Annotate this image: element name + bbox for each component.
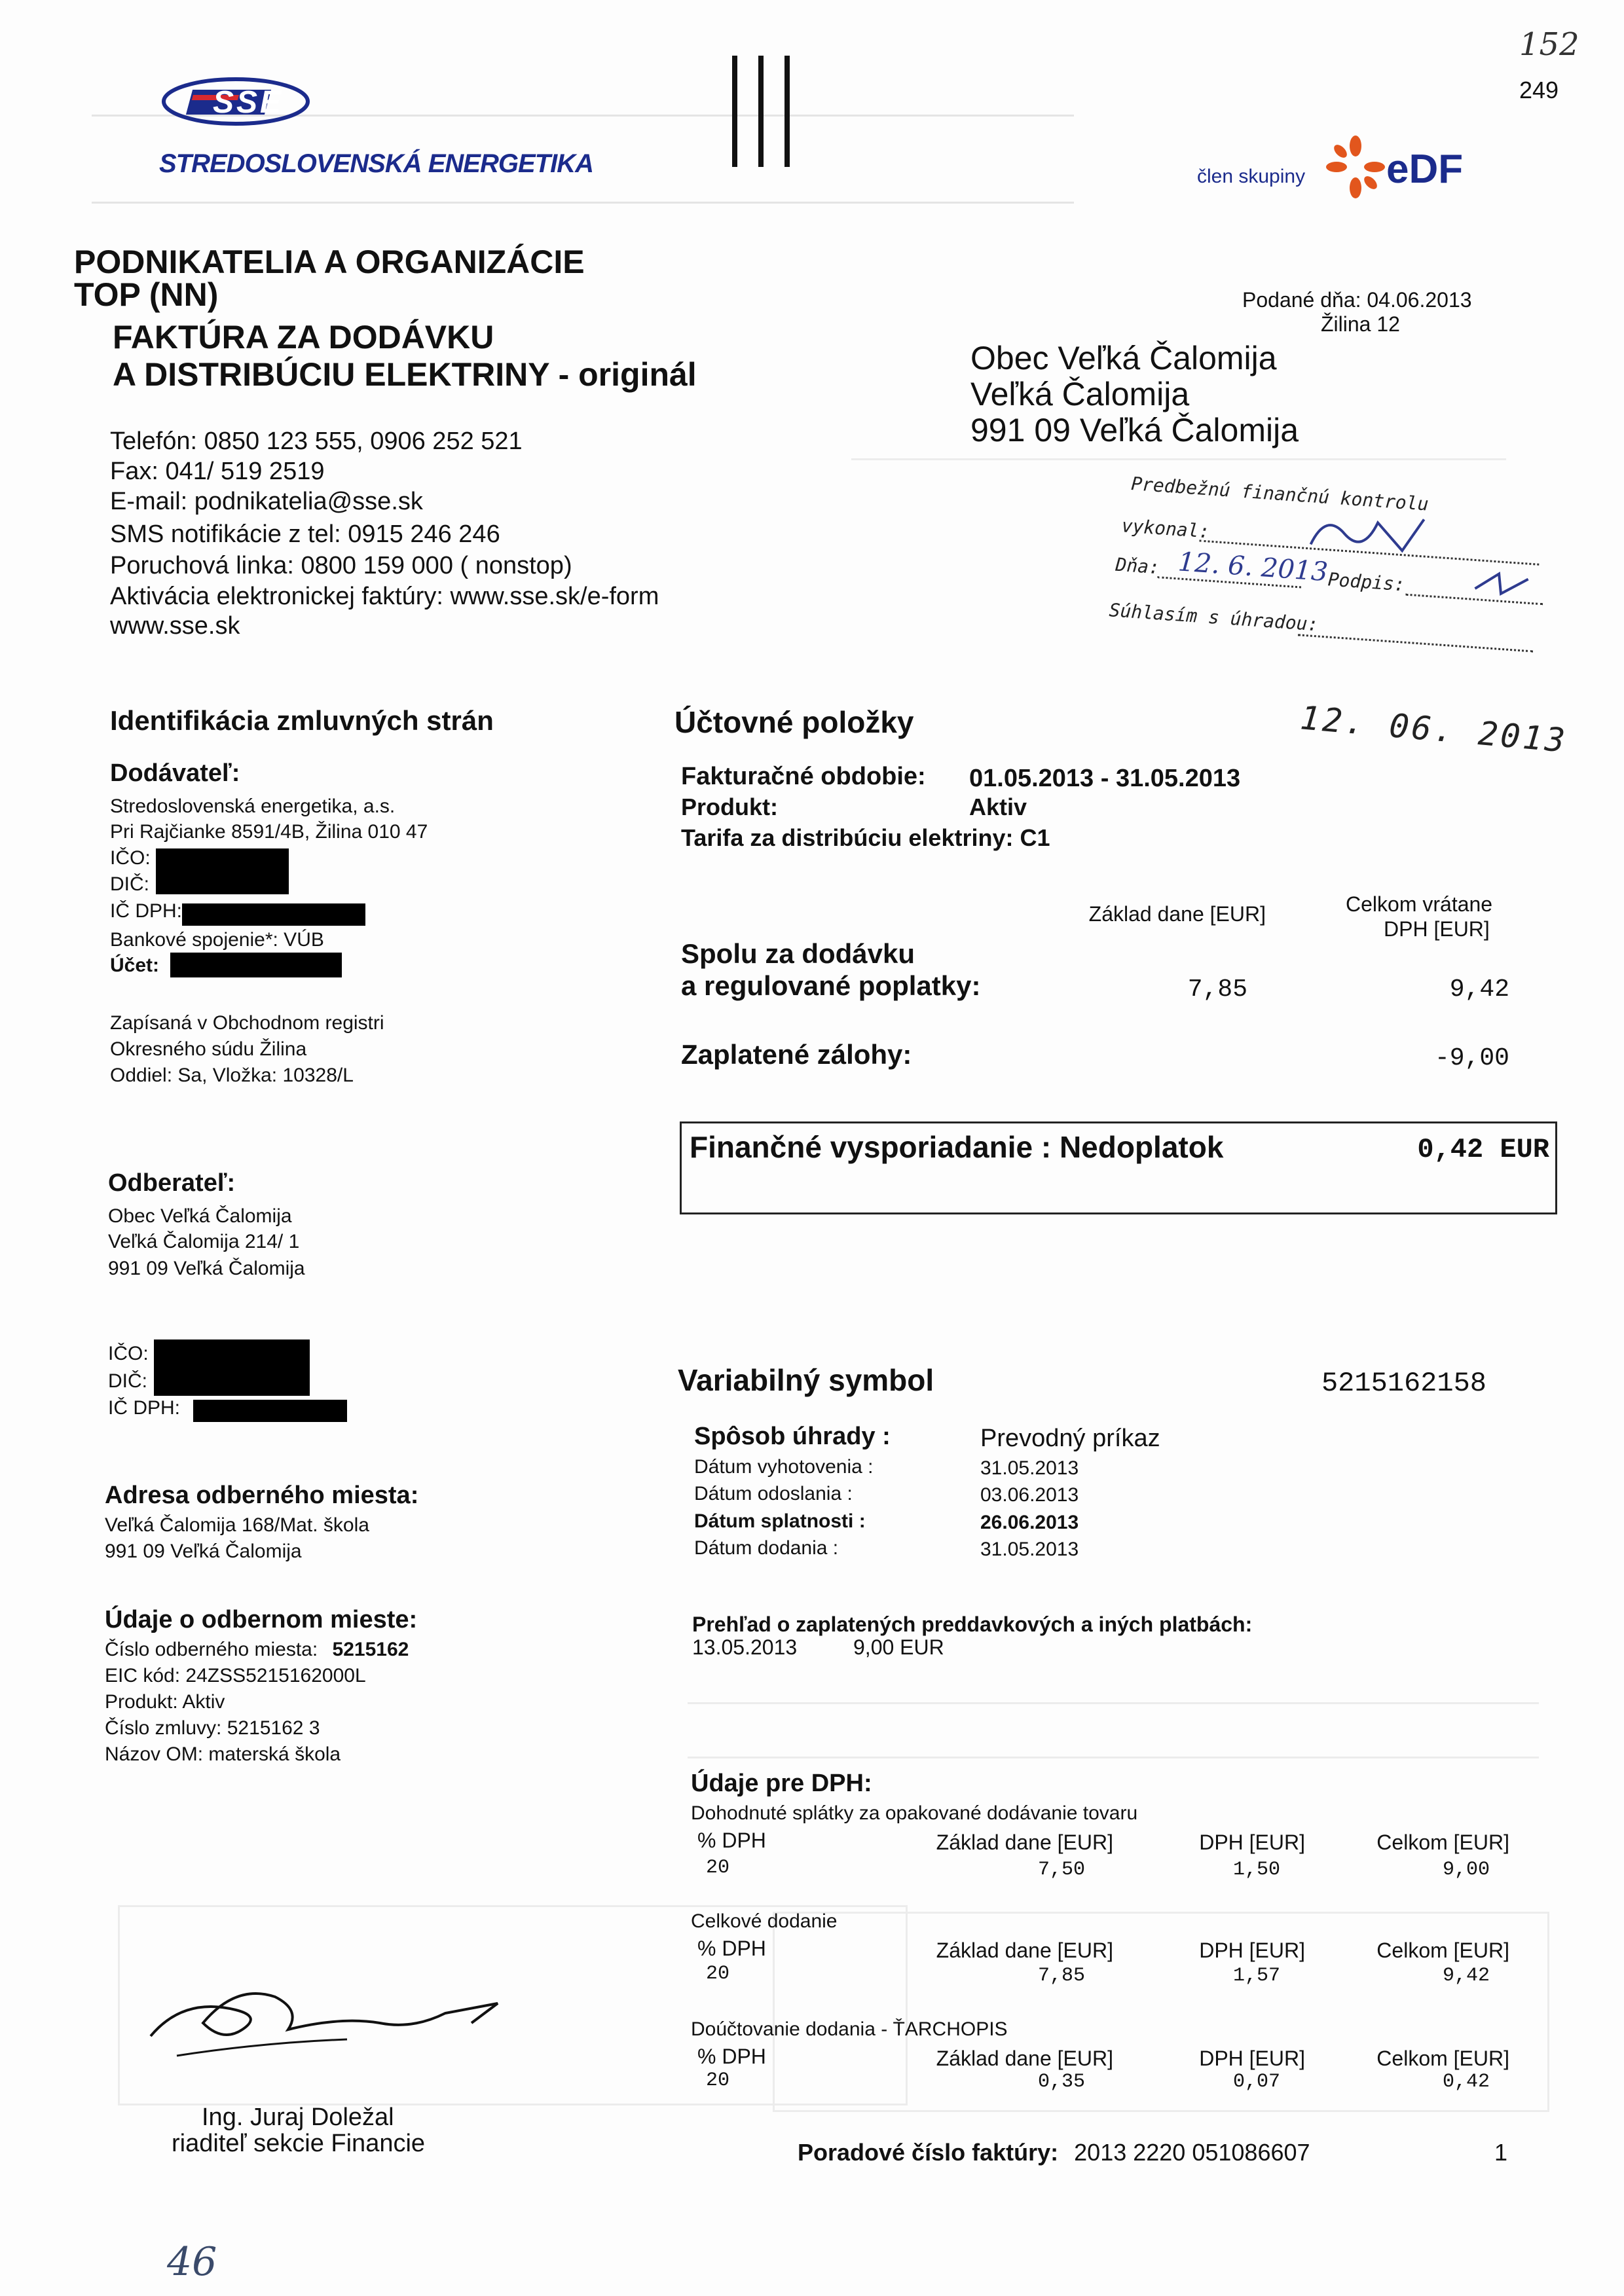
vat-col-pct: % DPH (697, 1937, 766, 1960)
billing-product-label: Produkt: (681, 793, 778, 820)
stamp-handwritten-date: 12. 6. 2013 (1177, 547, 1329, 588)
submitted-date: Podané dňa: 04.06.2013 (1242, 288, 1472, 312)
billing-product-value: Aktiv (969, 793, 1027, 820)
delivery-date-label: Dátum dodania : (694, 1537, 839, 1559)
consumption-point-number (105, 1637, 409, 1663)
billing-col-base: Základ dane [EUR] (1088, 902, 1266, 926)
sse-logo (160, 75, 311, 128)
redacted-supplier-icdph (182, 903, 365, 926)
sse-logo-text: SSE (213, 85, 284, 120)
settlement-box (680, 1121, 1557, 1214)
vat-col-total: Celkom [EUR] (1376, 1939, 1509, 1962)
vat-section-title: Dohodnuté splátky za opakované dodávanie tovaru (691, 1802, 1138, 1824)
vat-col-vat: DPH [EUR] (1199, 1939, 1305, 1962)
stamp-title: Predbežnú finančnú kontrolu (1130, 473, 1430, 515)
separator-bars (732, 56, 811, 167)
contact-sms: SMS notifikácie z tel: 0915 246 246 (110, 520, 500, 548)
vat-col-base: Základ dane [EUR] (936, 1831, 1113, 1854)
vat-col-base: Základ dane [EUR] (936, 1939, 1113, 1962)
billing-period-label: Fakturačné obdobie: (681, 763, 926, 790)
redacted-supplier-ico (156, 848, 289, 894)
billing-heading: Účtovné položky (674, 705, 914, 739)
settlement-value: 0,42 EUR (1417, 1134, 1549, 1165)
vat-col-base: Základ dane [EUR] (936, 2047, 1113, 2070)
vat-heading: Údaje pre DPH: (691, 1770, 872, 1797)
vat-pct-value: 20 (706, 2069, 730, 2092)
stamp-signature: Podpis: (1327, 568, 1406, 596)
billing-period-value: 01.05.2013 - 31.05.2013 (969, 765, 1241, 792)
page-number: 249 (1519, 77, 1559, 103)
redacted-supplier-account (170, 953, 342, 977)
consumption-address-1: Veľká Čalomija 168/Mat. škola (105, 1514, 369, 1536)
title-line-1: PODNIKATELIA A ORGANIZÁCIE (74, 244, 585, 280)
customer-dic-label: DIČ: (108, 1370, 147, 1392)
title-line-4: A DISTRIBÚCIU ELEKTRINY - originál (113, 356, 697, 393)
contact-web: www.sse.sk (110, 612, 240, 640)
redacted-customer-ico (154, 1339, 310, 1396)
vat-total-value: 9,00 (1442, 1859, 1490, 1881)
customer-icdph-label: IČ DPH: (108, 1397, 181, 1419)
billing-tariff: Tarifa za distribúciu elektriny: C1 (681, 824, 1050, 851)
consumption-point-number-value: 5215162 (332, 1639, 409, 1660)
payment-method-value: Prevodný príkaz (980, 1425, 1160, 1452)
supply-label-1: Spolu za dodávku (681, 938, 915, 969)
vat-section-title: Doúčtovanie dodania - ŤARCHOPIS (691, 2018, 1008, 2040)
edf-logo (1326, 134, 1470, 200)
payment-method-label: Spôsob úhrady : (694, 1423, 891, 1450)
invoice-number (798, 2138, 1310, 2168)
vat-col-vat: DPH [EUR] (1199, 2047, 1305, 2070)
stamp-signature-scribble (1303, 505, 1437, 570)
due-date-value: 26.06.2013 (980, 1512, 1079, 1533)
advances-label: Zaplatené zálohy: (681, 1039, 912, 1070)
parties-heading: Identifikácia zmluvných strán (110, 705, 494, 736)
customer-address-2: 991 09 Veľká Čalomija (108, 1258, 305, 1279)
consumption-point-product: Produkt: Aktiv (105, 1691, 225, 1713)
issue-date-label: Dátum vyhotovenia : (694, 1456, 874, 1478)
stamp-performed: vykonal: (1120, 515, 1211, 543)
title-line-3: FAKTÚRA ZA DODÁVKU (113, 319, 494, 355)
varsym-label: Variabilný symbol (678, 1363, 934, 1397)
customer-name: Obec Veľká Čalomija (108, 1205, 292, 1227)
sent-date-value: 03.06.2013 (980, 1484, 1079, 1506)
supply-label-2: a regulované poplatky: (681, 970, 981, 1001)
signature (131, 1958, 524, 2066)
consumption-point-heading: Údaje o odbernom mieste: (105, 1606, 418, 1633)
billing-col-total-1: Celkom vrátane (1346, 892, 1493, 916)
contact-einvoice: Aktivácia elektronickej faktúry: www.sse.sk/e-form (110, 583, 659, 610)
contact-email: E-mail: podnikatelia@sse.sk (110, 488, 423, 515)
advances-heading: Prehľad o zaplatených preddavkových a iných platbách: (692, 1613, 1253, 1636)
consumption-address-heading: Adresa odberného miesta: (105, 1482, 419, 1509)
vat-col-total: Celkom [EUR] (1376, 2047, 1509, 2070)
vat-pct-value: 20 (706, 1857, 730, 1879)
supplier-registry-1: Zapísaná v Obchodnom registri (110, 1012, 384, 1034)
settlement-label: Finančné vysporiadanie : Nedoplatok (690, 1130, 1224, 1164)
vat-vat-value: 1,57 (1232, 1965, 1280, 1987)
contact-outage: Poruchová linka: 0800 159 000 ( nonstop) (110, 552, 572, 579)
supplier-heading: Dodávateľ: (110, 759, 240, 787)
vat-col-pct: % DPH (697, 2045, 766, 2068)
signer-name: Ing. Juraj Doležal (202, 2104, 394, 2131)
vat-base-value: 7,85 (1037, 1965, 1085, 1987)
advances-total-value: -9,00 (1434, 1044, 1509, 1072)
consumption-point-contract: Číslo zmluvy: 5215162 3 (105, 1717, 320, 1739)
vat-pct-value: 20 (706, 1963, 730, 1985)
handwritten-note: 46 (167, 2239, 217, 2285)
vat-col-vat: DPH [EUR] (1199, 1831, 1305, 1854)
recipient-line-2: Veľká Čalomija (970, 376, 1190, 412)
stamp-day: Dňa: (1115, 553, 1161, 579)
customer-ico-label: IČO: (108, 1343, 149, 1364)
invoice-number-label: Poradové číslo faktúry: (798, 2139, 1059, 2166)
vat-section-title: Celkové dodanie (691, 1910, 838, 1932)
stamp-date: 12. 06. 2013 (1299, 699, 1569, 760)
supplier-name: Stredoslovenská energetika, a.s. (110, 795, 396, 817)
supplier-ico-label: IČO: (110, 847, 151, 869)
advance-amount: 9,00 EUR (853, 1635, 944, 1659)
vat-total-value: 0,42 (1442, 2071, 1490, 2093)
company-name: STREDOSLOVENSKÁ ENERGETIKA (159, 149, 593, 178)
issue-date-value: 31.05.2013 (980, 1457, 1079, 1479)
vat-total-value: 9,42 (1442, 1965, 1490, 1987)
recipient-line-1: Obec Veľká Čalomija (970, 340, 1277, 376)
delivery-date-value: 31.05.2013 (980, 1539, 1079, 1560)
vat-vat-value: 0,07 (1232, 2071, 1280, 2093)
customer-address-1: Veľká Čalomija 214/ 1 (108, 1231, 300, 1252)
supplier-icdph-label: IČ DPH: (110, 900, 183, 922)
supply-base-value: 7,85 (1187, 975, 1247, 1004)
vat-col-total: Celkom [EUR] (1376, 1831, 1509, 1854)
submitted-office: Žilina 12 (1321, 312, 1400, 336)
stamp-signature-mark (1471, 562, 1532, 602)
billing-col-total-2: DPH [EUR] (1384, 917, 1490, 941)
stamp-consent: Súhlasím s úhradou: (1108, 599, 1320, 636)
invoice-number-value: 2013 2220 051086607 (1074, 2139, 1310, 2166)
vat-vat-value: 1,50 (1232, 1859, 1280, 1881)
sent-date-label: Dátum odoslania : (694, 1483, 853, 1504)
contact-fax: Fax: 041/ 519 2519 (110, 458, 325, 485)
varsym-value: 5215162158 (1321, 1368, 1486, 1399)
vat-col-pct: % DPH (697, 1829, 766, 1852)
footer-page-number: 1 (1494, 2139, 1508, 2166)
recipient-line-3: 991 09 Veľká Čalomija (970, 412, 1299, 448)
supplier-registry-2: Okresného súdu Žilina (110, 1038, 307, 1060)
vat-base-value: 0,35 (1037, 2071, 1085, 2093)
due-date-label: Dátum splatnosti : (694, 1510, 866, 1532)
supplier-account-label: Účet: (110, 955, 160, 976)
consumption-address-2: 991 09 Veľká Čalomija (105, 1540, 302, 1562)
signer-title: riaditeľ sekcie Financie (172, 2130, 426, 2157)
edf-logo-text: eDF (1386, 147, 1464, 192)
group-label: člen skupiny (1197, 166, 1306, 187)
page-number-handwritten: 152 (1519, 26, 1579, 63)
supplier-registry-3: Oddiel: Sa, Vložka: 10328/L (110, 1065, 354, 1086)
advance-date: 13.05.2013 (692, 1635, 798, 1659)
contact-phone: Telefón: 0850 123 555, 0906 252 521 (110, 428, 523, 455)
supplier-bank: Bankové spojenie*: VÚB (110, 929, 324, 951)
redacted-customer-icdph (193, 1400, 347, 1422)
supply-total-value: 9,42 (1449, 975, 1509, 1004)
supplier-address: Pri Rajčianke 8591/4B, Žilina 010 47 (110, 821, 428, 843)
customer-heading: Odberateľ: (108, 1169, 236, 1197)
vat-base-value: 7,50 (1037, 1859, 1085, 1881)
consumption-point-number-label: Číslo odberného miesta: (105, 1639, 318, 1660)
consumption-point-name: Názov OM: materská škola (105, 1743, 341, 1765)
supplier-dic-label: DIČ: (110, 873, 149, 895)
consumption-point-eic: EIC kód: 24ZSS5215162000L (105, 1665, 366, 1686)
title-line-2: TOP (NN) (74, 276, 219, 313)
